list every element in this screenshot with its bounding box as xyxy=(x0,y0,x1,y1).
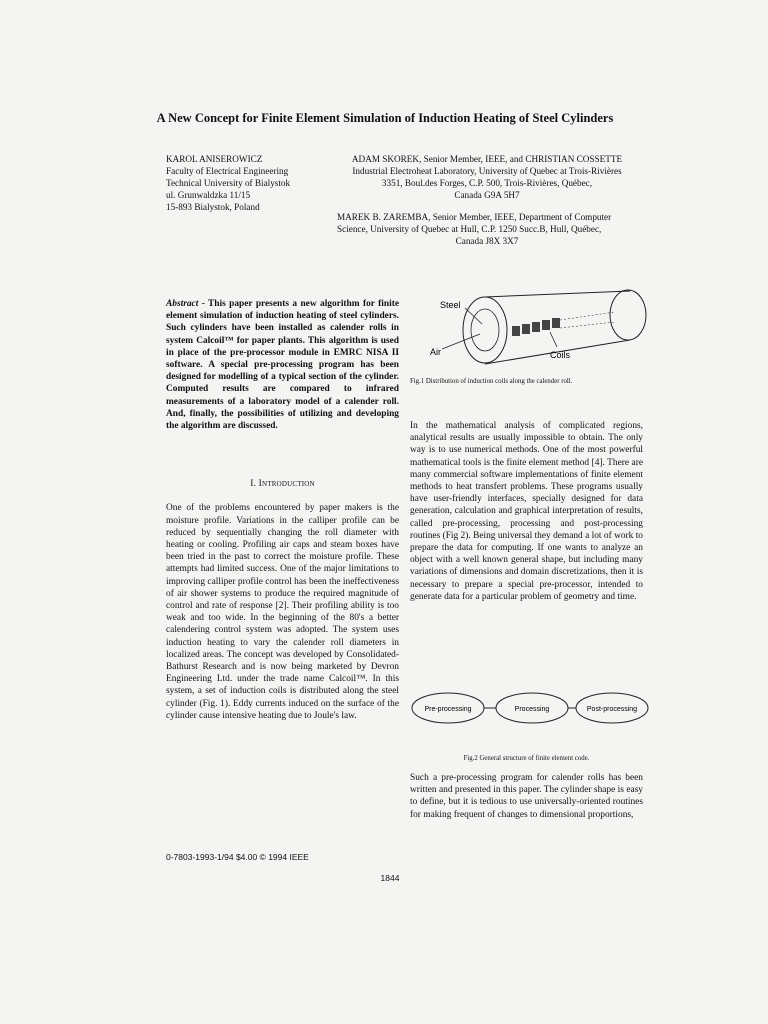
cylinder-top-edge xyxy=(485,291,630,297)
section-heading-introduction: I. Introduction xyxy=(250,479,315,490)
coil-dashed-line xyxy=(560,312,615,320)
figure-1-caption: Fig.1 Distribution of induction coils along the calender roll. xyxy=(410,378,573,385)
right-column-continued xyxy=(410,772,643,821)
abstract-label: Abstract xyxy=(166,299,199,309)
right-column xyxy=(410,420,643,603)
coil xyxy=(552,318,560,328)
author-name: KAROL ANISEROWICZ xyxy=(166,154,263,164)
coils-group xyxy=(512,318,560,336)
abstract xyxy=(166,298,399,432)
coil xyxy=(542,320,550,330)
coil-dashed-line xyxy=(560,322,615,328)
page-number: 1844 xyxy=(380,873,400,883)
author-affiliation: Technical University of Bialystok xyxy=(166,178,291,188)
paper-title: A New Concept for Finite Element Simulation of Induction Heating of Steel Cylinders xyxy=(156,111,614,125)
figure-2-caption: Fig.2 General structure of finite element code. xyxy=(463,755,590,762)
left-column xyxy=(166,298,399,722)
figure-2-diagram xyxy=(410,688,650,728)
author-affiliation: Science, University of Quebec at Hull, C.P. 1250 Succ.B, Hull, Québec, xyxy=(337,224,602,234)
author-address: Canada J8X 3X7 xyxy=(455,236,519,246)
author-block-right xyxy=(337,153,637,247)
label-preprocessing: Pre-processing xyxy=(424,706,472,713)
author-affiliation: Industrial Electroheat Laboratory, University of Quebec at Trois-Rivières xyxy=(352,166,622,176)
preprocessor-paragraph: Such a pre-processing program for calender rolls has been written and presented in this paper. The cylinder shape is easy to define, but it is tedious to use universally-oriented routines for making frequent of changes to dimensional proportions, xyxy=(410,773,643,820)
author-address: 15-893 Bialystok, Poland xyxy=(166,202,260,212)
label-air: Air xyxy=(430,347,441,357)
author-address: 3351, Boul.des Forges, C.P. 500, Trois-Rivières, Québec, xyxy=(381,178,593,188)
label-steel: Steel xyxy=(440,300,461,310)
author-address: ul. Grunwaldzka 11/15 xyxy=(166,190,251,200)
coil xyxy=(522,324,530,334)
coils-leader-line xyxy=(550,332,557,347)
author-affiliation: Faculty of Electrical Engineering xyxy=(166,166,289,176)
copyright-footer: 0-7803-1993-1/94 $4.00 © 1994 IEEE xyxy=(166,852,309,862)
coil xyxy=(512,326,520,336)
label-processing: Processing xyxy=(514,706,550,713)
label-coils: Coils xyxy=(550,350,571,360)
author-names: MAREK B. ZAREMBA, Senior Member, IEEE, Department of Computer xyxy=(337,212,612,222)
author-address: Canada G9A 5H7 xyxy=(454,190,520,200)
author-block-left xyxy=(166,153,336,213)
fem-paragraph: In the mathematical analysis of complicated regions, analytical results are usually impossible to obtain. The only way is to use numerical methods. One of the most powerful mathematical tools is the finite element method [4]. There are many commercial software implementations of finite element methods to heat transfert problems. These programs usually have user-friendly interfaces, specially designed for data generation, calculation and graphical interpretation of results, called pre-processing, processing and post-processing routines (Fig 2). Being universal they demand a lot of work to prepare the data for computing. If one wants to analyze an object with a well known general shape, but including many variations of dimensions and domain discretizations, then it is necessary to prepare a special pre-processor, intended to generate data for a particular problem of geometry and time. xyxy=(410,421,643,602)
cylinder-end-cap xyxy=(610,290,646,340)
label-postprocessing: Post-processing xyxy=(586,706,638,713)
cylinder-front-face xyxy=(463,297,507,363)
abstract-text: - This paper presents a new algorithm for finite element simulation of induction heating of steel cylinders. Such cylinders have been installed as calender rolls in system Calcoil™ for paper plants. This algorithm is used in place of the pre-processor module in EMRC NISA II software. A special pre-processing program has been designed for modelling of a typical section of the cylinder. Computed results are compared to infrared measurements of a laboratory model of a calender roll. And, finally, the possibilities of utilizing and developing the algorithm are discussed. xyxy=(166,299,399,432)
intro-paragraph: One of the problems encountered by paper makers is the moisture profile. Variations in the calliper profile can be reduced by sequentially changing the roll diameter with heating or cooling. Profiling air caps and steam boxes have been tried in the past to correct the moisture profile. These attempts had limited success. One of the major limitations to improving calliper profile control has been the ineffectiveness of air shower systems to produce the required magnitude of control and rate of response [2]. Their profiling ability is too weak and too wide. In the beginning of the 80's a better calendering control system was adopted. The system uses induction heating to vary the calender roll diameters in localized areas. The concept was developed by Consolidated-Bathurst Research and is now being marketed by Devron Engineering Ltd. under the trade name Calcoil™. In this system, a set of induction coils is distributed along the steel cylinder (Fig. 1). Eddy currents induced on the surface of the cylinder cause intensive heating due to Joule's law. xyxy=(166,503,399,721)
author-names: ADAM SKOREK, Senior Member, IEEE, and CHRISTIAN COSSETTE xyxy=(351,154,623,164)
figure-1-diagram xyxy=(410,282,650,382)
coil xyxy=(532,322,540,332)
